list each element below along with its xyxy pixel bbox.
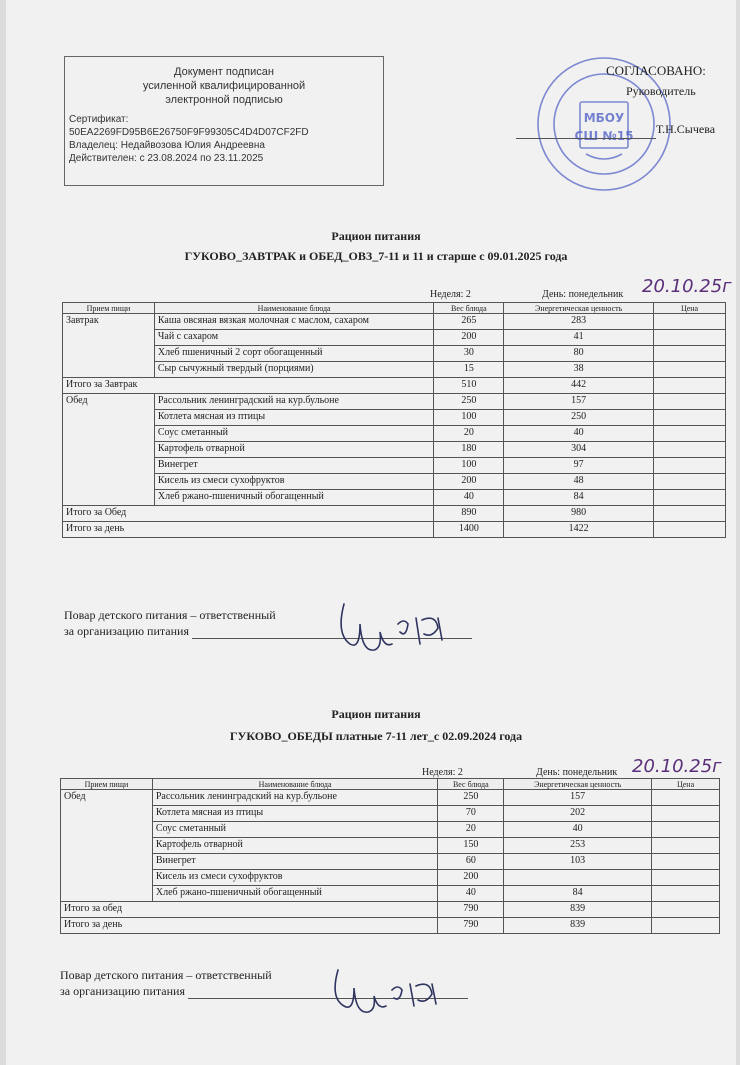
total-row: [63, 506, 726, 522]
dish-price: [652, 790, 720, 806]
total-label: Итого за Обед: [63, 506, 434, 522]
table-row: [61, 822, 720, 838]
dish-name: Хлеб ржано-пшеничный обогащенный: [152, 886, 438, 902]
dish-price: [654, 346, 726, 362]
dish-name: Котлета мясная из птицы: [152, 806, 438, 822]
signature-owner: Владелец: Недайвозова Юлия Андреевна: [69, 140, 265, 151]
dish-weight: 15: [434, 362, 504, 378]
total-price: [654, 378, 726, 394]
table-row: [63, 410, 726, 426]
total-energy: 980: [504, 506, 654, 522]
header-energy: Энергетическая ценность: [504, 303, 654, 314]
total-row: [61, 902, 720, 918]
dish-name: Картофель отварной: [152, 838, 438, 854]
svg-text:МБОУ: МБОУ: [583, 111, 625, 125]
menu1-date: 20.10.25г: [642, 276, 732, 297]
dish-energy: 38: [504, 362, 654, 378]
dish-name: Котлета мясная из птицы: [154, 410, 434, 426]
day-total-label: Итого за день: [63, 522, 434, 538]
dish-weight: 20: [434, 426, 504, 442]
table-row: [63, 362, 726, 378]
table-row: [63, 426, 726, 442]
signature-validity: Действителен: с 23.08.2024 по 23.11.2025: [69, 153, 264, 164]
day-total-row: [61, 918, 720, 934]
table-row: [63, 474, 726, 490]
dish-name: Винегрет: [154, 458, 434, 474]
header-meal: Прием пищи: [63, 303, 155, 314]
dish-weight: 200: [438, 870, 504, 886]
table-header-row: [61, 779, 720, 790]
dish-weight: 60: [438, 854, 504, 870]
dish-weight: 200: [434, 474, 504, 490]
dish-energy: 80: [504, 346, 654, 362]
table-row: [61, 838, 720, 854]
dish-price: [654, 474, 726, 490]
cook-line-2: за организацию питания: [64, 624, 189, 638]
menu1-week: Неделя: 2: [430, 289, 471, 300]
header-energy: Энергетическая ценность: [504, 779, 652, 790]
table-row: [63, 330, 726, 346]
dish-energy: 97: [504, 458, 654, 474]
document-page: [6, 0, 736, 1065]
total-row: [63, 378, 726, 394]
dish-name: Соус сметанный: [152, 822, 438, 838]
certificate-label: Сертификат:: [69, 114, 129, 125]
cook-line-2: за организацию питания: [60, 984, 185, 998]
dish-name: Кисель из смеси сухофруктов: [154, 474, 434, 490]
dish-weight: 30: [434, 346, 504, 362]
dish-price: [654, 314, 726, 330]
dish-weight: 200: [434, 330, 504, 346]
dish-weight: 250: [434, 394, 504, 410]
menu1-day: День: понедельник: [542, 289, 624, 300]
dish-name: Рассольник ленинградский на кур.бульоне: [154, 394, 434, 410]
day-total-energy: 1422: [504, 522, 654, 538]
dish-weight: 20: [438, 822, 504, 838]
dish-price: [654, 362, 726, 378]
table-row: [63, 442, 726, 458]
header-dish: Наименование блюда: [152, 779, 438, 790]
total-label: Итого за обед: [61, 902, 438, 918]
header-dish: Наименование блюда: [154, 303, 434, 314]
table-header-row: [63, 303, 726, 314]
approval-name: Т.Н.Сычева: [656, 122, 716, 136]
dish-name: Каша овсяная вязкая молочная с маслом, сахаром: [154, 314, 434, 330]
meal-lunch: Обед: [61, 790, 153, 902]
cook-line-1: Повар детского питания – ответственный: [60, 968, 272, 982]
day-total-label: Итого за день: [61, 918, 438, 934]
dish-weight: 100: [434, 410, 504, 426]
dish-price: [652, 870, 720, 886]
dish-name: Соус сметанный: [154, 426, 434, 442]
menu1-title: Рацион питания: [331, 229, 421, 243]
electronic-signature-box: [64, 56, 384, 186]
dish-price: [654, 490, 726, 506]
dish-price: [654, 394, 726, 410]
table-row: [61, 854, 720, 870]
total-weight: 510: [434, 378, 504, 394]
menu1-handwritten-signature: [326, 590, 456, 660]
certificate-value: 50EA2269FD95B6E26750F9F99305C4D4D07CF2FD: [69, 127, 309, 138]
dish-weight: 100: [434, 458, 504, 474]
dish-energy: 48: [504, 474, 654, 490]
dish-price: [652, 886, 720, 902]
dish-name: Сыр сычужный твердый (порциями): [154, 362, 434, 378]
dish-price: [654, 442, 726, 458]
dish-name: Рассольник ленинградский на кур.бульоне: [152, 790, 438, 806]
total-price: [654, 506, 726, 522]
table-row: [61, 790, 720, 806]
menu2-date: 20.10.25г: [632, 756, 722, 777]
dish-weight: 40: [438, 886, 504, 902]
header-meal: Прием пищи: [61, 779, 153, 790]
sig-header-line-2: усиленной квалифицированной: [142, 80, 306, 92]
dish-price: [654, 330, 726, 346]
dish-energy: 157: [504, 394, 654, 410]
dish-name: Кисель из смеси сухофруктов: [152, 870, 438, 886]
dish-name: Картофель отварной: [154, 442, 434, 458]
dish-weight: 40: [434, 490, 504, 506]
header-price: Цена: [654, 303, 726, 314]
approval-role: Руководитель: [626, 84, 696, 98]
day-total-weight: 790: [438, 918, 504, 934]
day-total-weight: 1400: [434, 522, 504, 538]
dish-weight: 150: [438, 838, 504, 854]
menu2-subtitle: ГУКОВО_ОБЕДЫ платные 7-11 лет_с 02.09.2024 года: [229, 729, 523, 743]
dish-energy: 202: [504, 806, 652, 822]
approval-signature-line: [516, 138, 656, 139]
dish-energy: 84: [504, 886, 652, 902]
menu2-title: Рацион питания: [331, 707, 421, 721]
dish-energy: 84: [504, 490, 654, 506]
menu1-table: [62, 302, 726, 538]
dish-weight: 70: [438, 806, 504, 822]
dish-energy: 304: [504, 442, 654, 458]
approval-agreed: СОГЛАСОВАНО:: [606, 63, 706, 78]
header-price: Цена: [652, 779, 720, 790]
cook-line-1: Повар детского питания – ответственный: [64, 608, 276, 622]
dish-price: [652, 822, 720, 838]
menu2-week: Неделя: 2: [422, 767, 463, 778]
header-weight: Вес блюда: [438, 779, 504, 790]
meal-breakfast: Завтрак: [63, 314, 155, 378]
dish-weight: 250: [438, 790, 504, 806]
dish-energy: 40: [504, 426, 654, 442]
dish-energy: [504, 870, 652, 886]
sig-header-line-1: Документ подписан: [174, 66, 274, 78]
menu2-handwritten-signature: [320, 960, 450, 1022]
dish-energy: 157: [504, 790, 652, 806]
table-row: [63, 394, 726, 410]
dish-energy: 103: [504, 854, 652, 870]
total-energy: 839: [504, 902, 652, 918]
header-weight: Вес блюда: [434, 303, 504, 314]
dish-energy: 283: [504, 314, 654, 330]
dish-name: Чай с сахаром: [154, 330, 434, 346]
dish-price: [654, 410, 726, 426]
table-row: [63, 490, 726, 506]
table-row: [61, 870, 720, 886]
table-row: [63, 346, 726, 362]
total-label: Итого за Завтрак: [63, 378, 434, 394]
dish-name: Винегрет: [152, 854, 438, 870]
table-row: [61, 806, 720, 822]
day-total-price: [652, 918, 720, 934]
total-weight: 890: [434, 506, 504, 522]
dish-price: [652, 806, 720, 822]
dish-name: Хлеб ржано-пшеничный обогащенный: [154, 490, 434, 506]
dish-weight: 180: [434, 442, 504, 458]
svg-text:СШ №15: СШ №15: [574, 129, 634, 143]
dish-energy: 40: [504, 822, 652, 838]
dish-price: [654, 458, 726, 474]
dish-energy: 250: [504, 410, 654, 426]
dish-price: [654, 426, 726, 442]
table-row: [61, 886, 720, 902]
day-total-price: [654, 522, 726, 538]
day-total-energy: 839: [504, 918, 652, 934]
dish-name: Хлеб пшеничный 2 сорт обогащенный: [154, 346, 434, 362]
table-row: [63, 314, 726, 330]
dish-energy: 253: [504, 838, 652, 854]
dish-price: [652, 854, 720, 870]
dish-energy: 41: [504, 330, 654, 346]
total-price: [652, 902, 720, 918]
menu2-table: [60, 778, 720, 934]
table-row: [63, 458, 726, 474]
menu2-day: День: понедельник: [536, 767, 618, 778]
meal-lunch: Обед: [63, 394, 155, 506]
dish-price: [652, 838, 720, 854]
day-total-row: [63, 522, 726, 538]
total-energy: 442: [504, 378, 654, 394]
menu1-subtitle: ГУКОВО_ЗАВТРАК и ОБЕД_ОВЗ_7-11 и 11 и старше с 09.01.2025 года: [184, 249, 568, 263]
sig-header-line-3: электронной подписью: [165, 94, 283, 106]
total-weight: 790: [438, 902, 504, 918]
dish-weight: 265: [434, 314, 504, 330]
